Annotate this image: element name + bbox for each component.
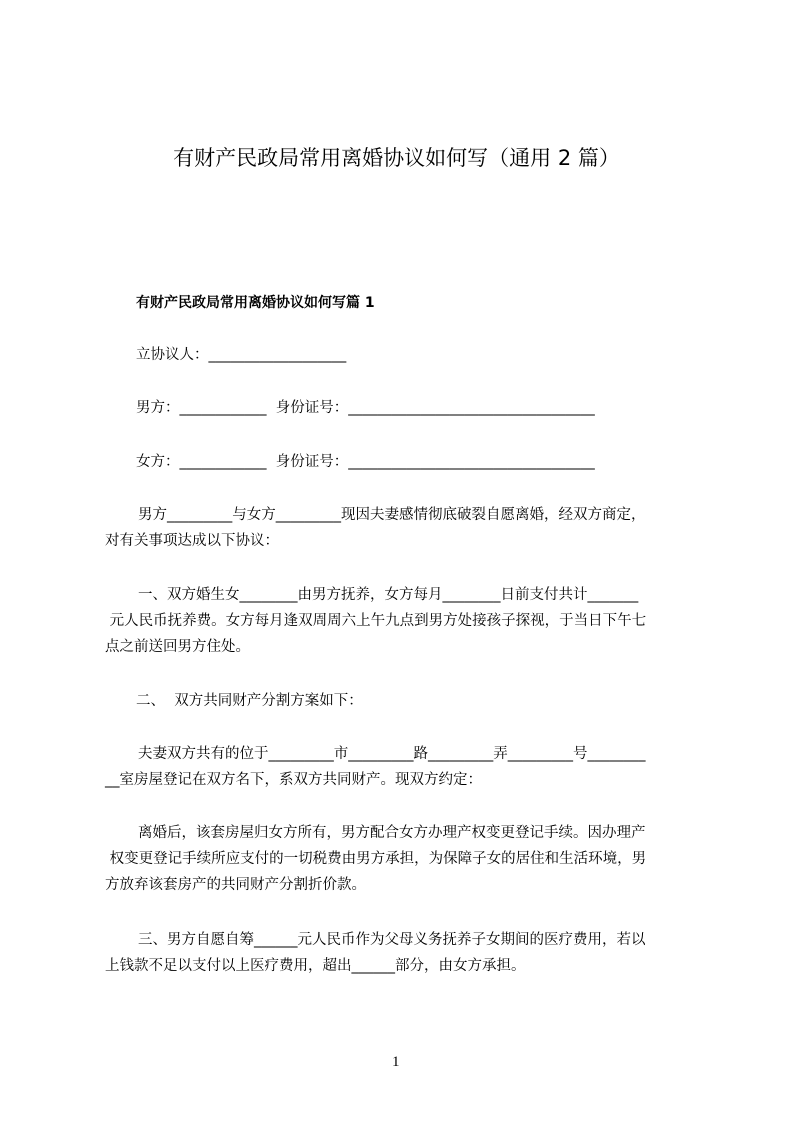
paragraph-line-first: 男方_________与女方_________现因夫妻感情彻底破裂自愿离婚，经双方商定， (138, 507, 646, 523)
section-heading: 有财产民政局常用离婚协议如何写篇 1 (136, 295, 375, 311)
paragraph-line: 权变更登记手续所应支付的一切税费由男方承担，为保障子女的居住和生活环境，男 (105, 851, 647, 867)
male-party-line: 男方：____________ 身份证号：__________________________________ (136, 400, 595, 416)
paragraph-line-first: 二、 双方共同财产分割方案如下： (136, 693, 363, 709)
paragraph-line: 对有关事项达成以下协议： (105, 533, 279, 549)
paragraph-line-first: 夫妻双方共有的位于_________市_________路_________弄_________号________ (138, 746, 646, 762)
paragraph-line: __室房屋登记在双方名下，系双方共同财产。现双方约定： (105, 772, 482, 788)
paragraph-line-first: 三、男方自愿自筹______元人民币作为父母义务抚养子女期间的医疗费用，若以 (138, 932, 646, 948)
paragraph-line-first: 一、双方婚生女________由男方抚养，女方每月________日前支付共计_______ (138, 587, 639, 603)
document-title: 有财产民政局常用离婚协议如何写（通用 2 篇） (173, 146, 620, 170)
paragraph-line: 点之前送回男方住处。 (105, 639, 250, 655)
paragraph-line-first: 离婚后，该套房屋归女方所有，男方配合女方办理产权变更登记手续。因办理产 (138, 825, 646, 841)
paragraph-line: 上钱款不足以支付以上医疗费用，超出______部分，由女方承担。 (105, 958, 526, 974)
paragraph-line: 方放弃该套房产的共同财产分割折价款。 (105, 877, 366, 893)
female-party-line: 女方：____________ 身份证号：__________________________________ (136, 454, 595, 470)
page-number: 1 (392, 1054, 400, 1070)
paragraph-line: 元人民币抚养费。女方每月逢双周周六上午九点到男方处接孩子探视，于当日下午七 (105, 613, 647, 629)
party-line: 立协议人：___________________ (136, 347, 347, 363)
